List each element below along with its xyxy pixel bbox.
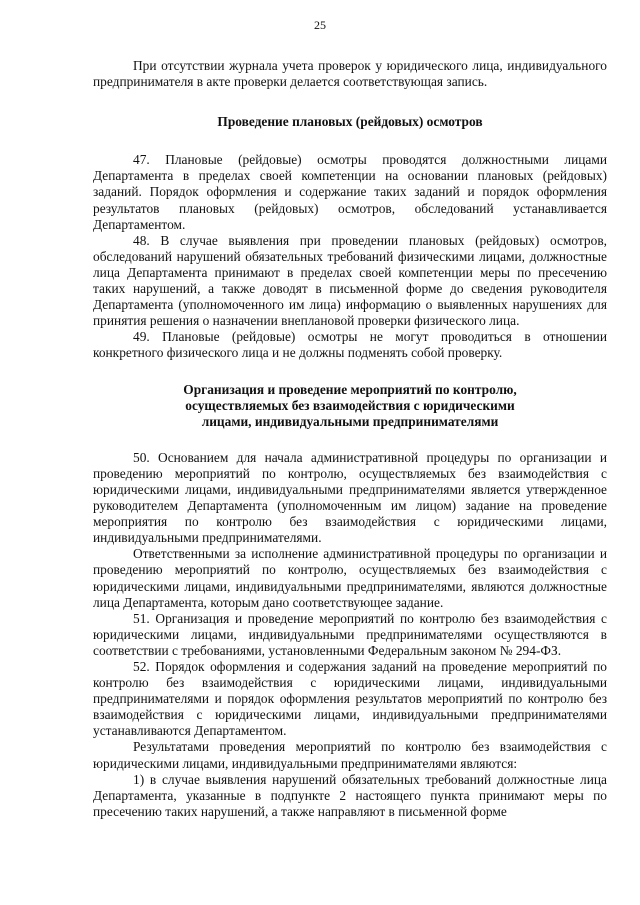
section-heading-control-without-interaction: Организация и проведение мероприятий по контролю, осуществляемых без взаимодействия с юридическими лицами, индивидуальными предпринимателями [183,381,517,429]
paragraph-47: 47. Плановые (рейдовые) осмотры проводятся должностными лицами Департамента в пределах своей компетенции на основании плановых (рейдовых) заданий. Порядок оформления и содержание таких заданий и порядок оформления результатов плановых (рейдовых) осмотров, обследований устанавливается Департаментом. [93,152,607,232]
paragraph-48: 48. В случае выявления при проведении плановых (рейдовых) осмотров, обследований нарушений обязательных требований физическими лицами, должностные лица Департамента принимают в пределах своей компетенции меры по пресечению таких нарушений, а также доводят в письменной форме до сведения руководителя Департамента (уполномоченного им лица) информацию о выявленных нарушениях для принятия решения о назначении внеплановой проверки физического лица. [93,232,607,329]
paragraph-results: Результатами проведения мероприятий по контролю без взаимодействия с юридическими лицами, индивидуальными предпринимателями являются: [93,739,607,771]
paragraph-result-item-1: 1) в случае выявления нарушений обязательных требований должностные лица Департамента, указанные в подпункте 2 настоящего пункта принимают меры по пресечению таких нарушений, а также направляют в письменной форме [93,771,607,819]
section-heading-planned-inspections: Проведение плановых (рейдовых) осмотров [217,114,483,130]
paragraph-journal-absence: При отсутствии журнала учета проверок у юридического лица, индивидуального предпринимателя в акте проверки делается соответствующая запись. [93,58,607,90]
paragraph-responsible: Ответственными за исполнение административной процедуры по организации и проведению мероприятий по контролю, осуществляемых без взаимодействия с юридическими лицами, индивидуальными предпринимателями, являются должностные лица Департамента, которым дано соответствующее задание. [93,546,607,610]
paragraph-51: 51. Организация и проведение мероприятий по контролю без взаимодействия с юридическими лицами, индивидуальными предпринимателями осуществляются в соответствии с требованиями, установленными Федеральным законом № 294-ФЗ. [93,610,607,658]
paragraph-50: 50. Основанием для начала административной процедуры по организации и проведению мероприятий по контролю, осуществляемых без взаимодействия с юридическими лицами, индивидуальными предпринимателями является утвержденное руководителем Департамента (уполномоченным им лицом) задание на проведение мероприятия по контролю без взаимодействия с юридическими лицами, индивидуальными предпринимателями. [93,449,607,546]
document-body [93,58,607,820]
paragraph-49: 49. Плановые (рейдовые) осмотры не могут проводиться в отношении конкретного физического лица и не должны подменять собой проверку. [93,329,607,361]
paragraph-52: 52. Порядок оформления и содержания заданий на проведение мероприятий по контролю без взаимодействия с юридическими лицами, индивидуальными предпринимателями и порядок оформления результатов мероприятий по контролю без взаимодействия с юридическими лицами, индивидуальными предпринимателями устанавливаются Департаментом. [93,659,607,739]
page-number: 25 [314,18,326,32]
